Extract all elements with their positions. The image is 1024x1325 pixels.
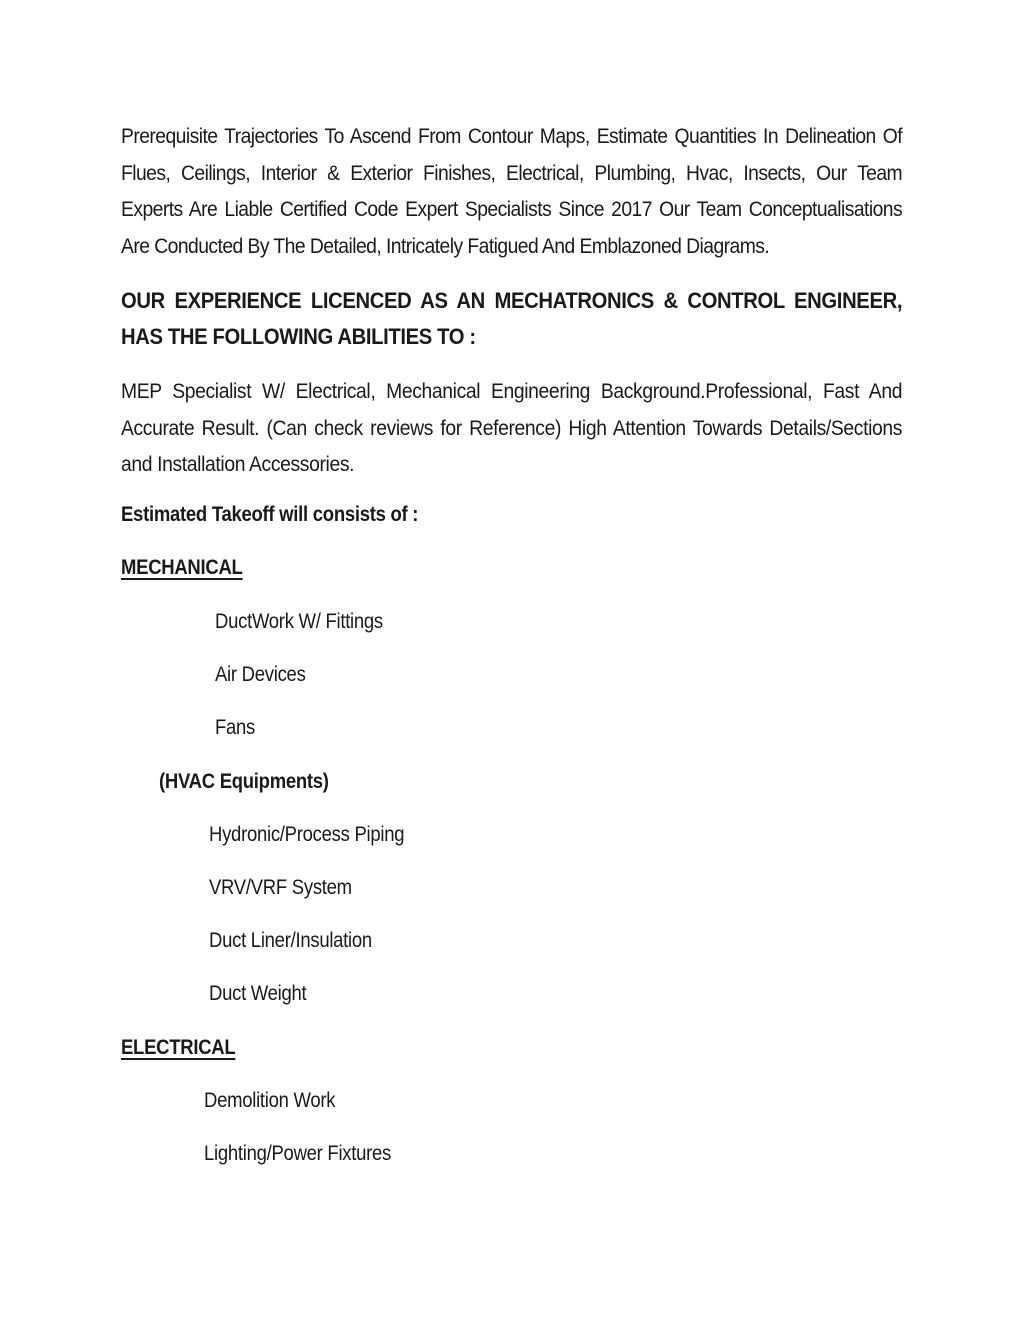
hvac-item: VRV/VRF System (209, 876, 352, 899)
mechanical-item: Fans (215, 716, 256, 739)
takeoff-heading: Estimated Takeoff will consists of : (121, 503, 419, 526)
hvac-item: Hydronic/Process Piping (209, 823, 405, 846)
hvac-item: Duct Liner/Insulation (209, 929, 372, 952)
hvac-item: Duct Weight (209, 982, 307, 1005)
electrical-section-title: ELECTRICAL (121, 1036, 236, 1059)
intro-paragraph: Prerequisite Trajectories To Ascend From Contour Maps, Estimate Quantities In Delineation Of Flues, Ceilings, Interior & Exterior Finishes, Electrical, Plumbing, Hvac, Insects, Our Team Experts Are Liable Certified Code Expert Specialists Since 2017 Our Team Conceptualisations Are Conducted By The Detailed, Intricately Fatigued And Emblazoned Diagrams. (121, 125, 903, 258)
electrical-item: Demolition Work (204, 1089, 336, 1112)
hvac-equipments-subtitle: (HVAC Equipments) (159, 770, 329, 793)
mechanical-item: DuctWork W/ Fittings (215, 610, 383, 633)
mechanical-section-title: MECHANICAL (121, 556, 243, 579)
experience-heading: OUR EXPERIENCE LICENCED AS AN MECHATRONICS & CONTROL ENGINEER, HAS THE FOLLOWING ABILITIES TO : (121, 288, 903, 349)
electrical-item: Lighting/Power Fixtures (204, 1142, 392, 1165)
mechanical-item: Air Devices (215, 663, 306, 686)
mep-specialist-paragraph: MEP Specialist W/ Electrical, Mechanical Engineering Background.Professional, Fast And Accurate Result. (Can check reviews for Reference) High Attention Towards Details/Sections and Installation Accessories. (121, 380, 903, 476)
